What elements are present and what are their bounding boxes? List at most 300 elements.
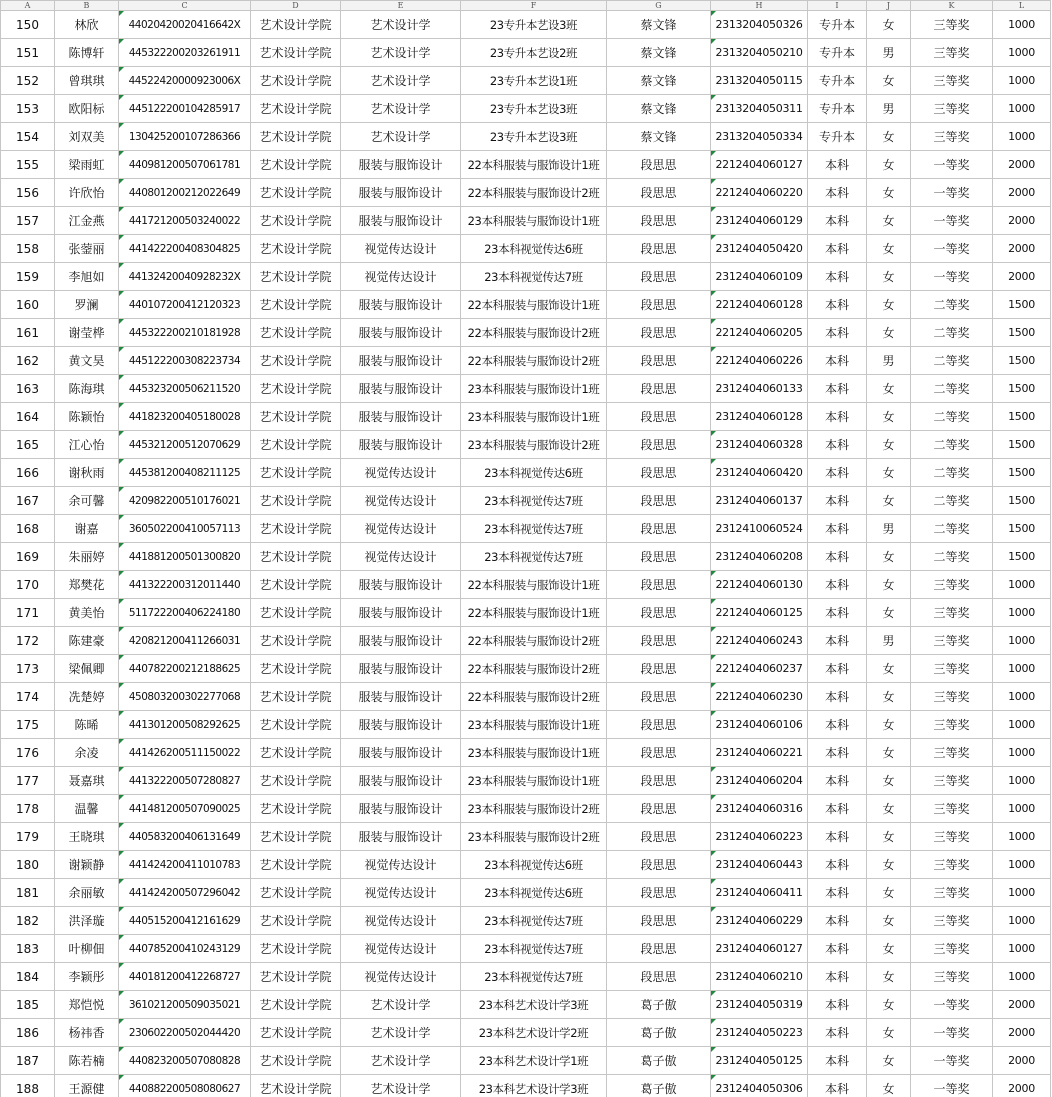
cell-advisor[interactable]: 段思思 [607, 599, 711, 627]
column-header-f[interactable]: F [461, 1, 607, 11]
column-header-l[interactable]: L [993, 1, 1051, 11]
cell-level[interactable]: 本科 [808, 431, 867, 459]
cell-level[interactable]: 本科 [808, 739, 867, 767]
cell-advisor[interactable]: 段思思 [607, 291, 711, 319]
cell-name[interactable]: 谢秋雨 [55, 459, 119, 487]
cell-award[interactable]: 一等奖 [911, 991, 993, 1019]
cell-amount[interactable]: 1000 [993, 823, 1051, 851]
cell-award[interactable]: 二等奖 [911, 291, 993, 319]
cell-advisor[interactable]: 段思思 [607, 683, 711, 711]
cell-student-id[interactable]: 2212404060128 [711, 291, 808, 319]
cell-gender[interactable]: 女 [867, 487, 911, 515]
cell-name[interactable]: 陈晞 [55, 711, 119, 739]
cell-seq[interactable]: 152 [1, 67, 55, 95]
cell-award[interactable]: 三等奖 [911, 683, 993, 711]
column-header-j[interactable]: J [867, 1, 911, 11]
cell-gender[interactable]: 女 [867, 1047, 911, 1075]
cell-student-id[interactable]: 2312404060208 [711, 543, 808, 571]
column-header-h[interactable]: H [711, 1, 808, 11]
cell-advisor[interactable]: 段思思 [607, 823, 711, 851]
cell-amount[interactable]: 1000 [993, 851, 1051, 879]
cell-gender[interactable]: 女 [867, 907, 911, 935]
cell-class[interactable]: 23本科视觉传达7班 [461, 263, 607, 291]
cell-student-id[interactable]: 2313204050334 [711, 123, 808, 151]
cell-class[interactable]: 23本科服装与服饰设计1班 [461, 403, 607, 431]
cell-seq[interactable]: 172 [1, 627, 55, 655]
cell-name[interactable]: 冼楚婷 [55, 683, 119, 711]
cell-seq[interactable]: 175 [1, 711, 55, 739]
cell-class[interactable]: 23本科艺术设计学3班 [461, 991, 607, 1019]
cell-level[interactable]: 本科 [808, 179, 867, 207]
cell-student-id[interactable]: 2212404060237 [711, 655, 808, 683]
cell-gender[interactable]: 女 [867, 11, 911, 39]
cell-college[interactable]: 艺术设计学院 [251, 459, 341, 487]
cell-award[interactable]: 三等奖 [911, 11, 993, 39]
cell-gender[interactable]: 男 [867, 347, 911, 375]
cell-seq[interactable]: 154 [1, 123, 55, 151]
cell-advisor[interactable]: 段思思 [607, 207, 711, 235]
cell-award[interactable]: 一等奖 [911, 207, 993, 235]
cell-class[interactable]: 22本科服装与服饰设计1班 [461, 151, 607, 179]
cell-seq[interactable]: 171 [1, 599, 55, 627]
cell-amount[interactable]: 2000 [993, 263, 1051, 291]
cell-class[interactable]: 23本科视觉传达7班 [461, 935, 607, 963]
cell-student-id[interactable]: 2312404050223 [711, 1019, 808, 1047]
cell-award[interactable]: 三等奖 [911, 795, 993, 823]
cell-student-id[interactable]: 2312404060223 [711, 823, 808, 851]
cell-amount[interactable]: 1000 [993, 683, 1051, 711]
cell-level[interactable]: 本科 [808, 291, 867, 319]
cell-class[interactable]: 22本科服装与服饰设计2班 [461, 319, 607, 347]
cell-student-id[interactable]: 2312410060524 [711, 515, 808, 543]
cell-class[interactable]: 23本科艺术设计学3班 [461, 1075, 607, 1097]
cell-class[interactable]: 22本科服装与服饰设计1班 [461, 291, 607, 319]
cell-level[interactable]: 本科 [808, 375, 867, 403]
cell-level[interactable]: 本科 [808, 319, 867, 347]
cell-level[interactable]: 本科 [808, 207, 867, 235]
cell-class[interactable]: 23本科视觉传达6班 [461, 459, 607, 487]
cell-name[interactable]: 李颖彤 [55, 963, 119, 991]
column-header-i[interactable]: I [808, 1, 867, 11]
cell-college[interactable]: 艺术设计学院 [251, 151, 341, 179]
cell-major[interactable]: 服装与服饰设计 [341, 767, 461, 795]
cell-class[interactable]: 22本科服装与服饰设计2班 [461, 627, 607, 655]
cell-amount[interactable]: 1000 [993, 935, 1051, 963]
cell-id-card[interactable]: 44020420020416642X [119, 11, 251, 39]
cell-award[interactable]: 二等奖 [911, 319, 993, 347]
cell-major[interactable]: 服装与服饰设计 [341, 179, 461, 207]
cell-name[interactable]: 朱丽婷 [55, 543, 119, 571]
cell-award[interactable]: 二等奖 [911, 487, 993, 515]
cell-id-card[interactable]: 441721200503240022 [119, 207, 251, 235]
cell-name[interactable]: 黄文昊 [55, 347, 119, 375]
cell-major[interactable]: 服装与服饰设计 [341, 711, 461, 739]
cell-amount[interactable]: 2000 [993, 207, 1051, 235]
cell-award[interactable]: 三等奖 [911, 123, 993, 151]
cell-college[interactable]: 艺术设计学院 [251, 767, 341, 795]
cell-class[interactable]: 23本科服装与服饰设计2班 [461, 795, 607, 823]
cell-id-card[interactable]: 44522420000923006X [119, 67, 251, 95]
cell-name[interactable]: 王源健 [55, 1075, 119, 1097]
cell-name[interactable]: 陈颖怡 [55, 403, 119, 431]
cell-student-id[interactable]: 2312404060137 [711, 487, 808, 515]
cell-name[interactable]: 王晓琪 [55, 823, 119, 851]
cell-seq[interactable]: 182 [1, 907, 55, 935]
cell-amount[interactable]: 1500 [993, 347, 1051, 375]
cell-major[interactable]: 服装与服饰设计 [341, 683, 461, 711]
cell-advisor[interactable]: 蔡文锋 [607, 95, 711, 123]
cell-class[interactable]: 23本科视觉传达7班 [461, 515, 607, 543]
cell-college[interactable]: 艺术设计学院 [251, 291, 341, 319]
cell-major[interactable]: 艺术设计学 [341, 11, 461, 39]
cell-college[interactable]: 艺术设计学院 [251, 67, 341, 95]
cell-student-id[interactable]: 2312404060443 [711, 851, 808, 879]
cell-major[interactable]: 服装与服饰设计 [341, 291, 461, 319]
cell-advisor[interactable]: 蔡文锋 [607, 11, 711, 39]
cell-id-card[interactable]: 361021200509035021 [119, 991, 251, 1019]
cell-advisor[interactable]: 段思思 [607, 767, 711, 795]
cell-level[interactable]: 本科 [808, 767, 867, 795]
cell-amount[interactable]: 1000 [993, 711, 1051, 739]
cell-major[interactable]: 艺术设计学 [341, 39, 461, 67]
cell-college[interactable]: 艺术设计学院 [251, 599, 341, 627]
cell-award[interactable]: 二等奖 [911, 543, 993, 571]
cell-advisor[interactable]: 段思思 [607, 571, 711, 599]
cell-major[interactable]: 艺术设计学 [341, 991, 461, 1019]
cell-award[interactable]: 三等奖 [911, 655, 993, 683]
cell-gender[interactable]: 女 [867, 403, 911, 431]
cell-seq[interactable]: 150 [1, 11, 55, 39]
cell-major[interactable]: 视觉传达设计 [341, 235, 461, 263]
cell-class[interactable]: 22本科服装与服饰设计2班 [461, 683, 607, 711]
cell-award[interactable]: 二等奖 [911, 515, 993, 543]
cell-seq[interactable]: 157 [1, 207, 55, 235]
cell-award[interactable]: 三等奖 [911, 739, 993, 767]
cell-major[interactable]: 服装与服饰设计 [341, 823, 461, 851]
cell-id-card[interactable]: 440882200508080627 [119, 1075, 251, 1097]
cell-advisor[interactable]: 段思思 [607, 375, 711, 403]
cell-class[interactable]: 23本科视觉传达7班 [461, 543, 607, 571]
cell-id-card[interactable]: 440583200406131649 [119, 823, 251, 851]
cell-gender[interactable]: 女 [867, 263, 911, 291]
cell-amount[interactable]: 1500 [993, 375, 1051, 403]
cell-level[interactable]: 专升本 [808, 123, 867, 151]
cell-amount[interactable]: 1000 [993, 907, 1051, 935]
cell-college[interactable]: 艺术设计学院 [251, 795, 341, 823]
cell-award[interactable]: 一等奖 [911, 179, 993, 207]
cell-student-id[interactable]: 2312404060328 [711, 431, 808, 459]
cell-award[interactable]: 三等奖 [911, 571, 993, 599]
cell-name[interactable]: 聂嘉琪 [55, 767, 119, 795]
cell-award[interactable]: 二等奖 [911, 403, 993, 431]
cell-college[interactable]: 艺术设计学院 [251, 571, 341, 599]
cell-amount[interactable]: 2000 [993, 1075, 1051, 1097]
cell-advisor[interactable]: 蔡文锋 [607, 39, 711, 67]
cell-level[interactable]: 专升本 [808, 39, 867, 67]
cell-advisor[interactable]: 段思思 [607, 319, 711, 347]
cell-major[interactable]: 服装与服饰设计 [341, 627, 461, 655]
cell-amount[interactable]: 1500 [993, 515, 1051, 543]
cell-college[interactable]: 艺术设计学院 [251, 375, 341, 403]
cell-name[interactable]: 陈建豪 [55, 627, 119, 655]
cell-class[interactable]: 23本科视觉传达6班 [461, 879, 607, 907]
cell-seq[interactable]: 170 [1, 571, 55, 599]
cell-name[interactable]: 陈若楠 [55, 1047, 119, 1075]
cell-class[interactable]: 23本科服装与服饰设计1班 [461, 375, 607, 403]
cell-major[interactable]: 视觉传达设计 [341, 851, 461, 879]
cell-name[interactable]: 郑樊花 [55, 571, 119, 599]
cell-gender[interactable]: 女 [867, 683, 911, 711]
cell-major[interactable]: 服装与服饰设计 [341, 795, 461, 823]
cell-class[interactable]: 22本科服装与服饰设计1班 [461, 571, 607, 599]
cell-amount[interactable]: 1000 [993, 963, 1051, 991]
cell-level[interactable]: 本科 [808, 879, 867, 907]
cell-seq[interactable]: 183 [1, 935, 55, 963]
cell-seq[interactable]: 164 [1, 403, 55, 431]
cell-advisor[interactable]: 段思思 [607, 235, 711, 263]
column-header-b[interactable]: B [55, 1, 119, 11]
cell-student-id[interactable]: 2313204050115 [711, 67, 808, 95]
cell-id-card[interactable]: 44132420040928232X [119, 263, 251, 291]
cell-advisor[interactable]: 葛子傲 [607, 991, 711, 1019]
cell-name[interactable]: 林欣 [55, 11, 119, 39]
cell-id-card[interactable]: 440515200412161629 [119, 907, 251, 935]
cell-student-id[interactable]: 2312404050420 [711, 235, 808, 263]
cell-id-card[interactable]: 440107200412120323 [119, 291, 251, 319]
cell-class[interactable]: 23本科服装与服饰设计1班 [461, 767, 607, 795]
cell-seq[interactable]: 165 [1, 431, 55, 459]
cell-id-card[interactable]: 420821200411266031 [119, 627, 251, 655]
cell-major[interactable]: 服装与服饰设计 [341, 571, 461, 599]
cell-level[interactable]: 本科 [808, 515, 867, 543]
column-header-e[interactable]: E [341, 1, 461, 11]
cell-id-card[interactable]: 441424200411010783 [119, 851, 251, 879]
cell-amount[interactable]: 1000 [993, 95, 1051, 123]
cell-college[interactable]: 艺术设计学院 [251, 627, 341, 655]
cell-gender[interactable]: 女 [867, 123, 911, 151]
cell-id-card[interactable]: 441481200507090025 [119, 795, 251, 823]
cell-gender[interactable]: 女 [867, 235, 911, 263]
cell-class[interactable]: 23专升本艺设2班 [461, 39, 607, 67]
cell-gender[interactable]: 女 [867, 1075, 911, 1097]
cell-gender[interactable]: 女 [867, 851, 911, 879]
cell-advisor[interactable]: 段思思 [607, 403, 711, 431]
cell-id-card[interactable]: 441422200408304825 [119, 235, 251, 263]
cell-id-card[interactable]: 440782200212188625 [119, 655, 251, 683]
cell-amount[interactable]: 1500 [993, 431, 1051, 459]
cell-name[interactable]: 洪泽璇 [55, 907, 119, 935]
cell-level[interactable]: 本科 [808, 347, 867, 375]
cell-student-id[interactable]: 2313204050326 [711, 11, 808, 39]
cell-gender[interactable]: 女 [867, 151, 911, 179]
cell-gender[interactable]: 女 [867, 431, 911, 459]
cell-gender[interactable]: 女 [867, 375, 911, 403]
cell-seq[interactable]: 162 [1, 347, 55, 375]
cell-id-card[interactable]: 440181200412268727 [119, 963, 251, 991]
cell-amount[interactable]: 2000 [993, 235, 1051, 263]
cell-name[interactable]: 梁佩卿 [55, 655, 119, 683]
cell-seq[interactable]: 155 [1, 151, 55, 179]
cell-class[interactable]: 23专升本艺设3班 [461, 11, 607, 39]
cell-level[interactable]: 本科 [808, 263, 867, 291]
cell-gender[interactable]: 女 [867, 655, 911, 683]
cell-amount[interactable]: 1000 [993, 739, 1051, 767]
cell-college[interactable]: 艺术设计学院 [251, 1019, 341, 1047]
cell-id-card[interactable]: 445321200512070629 [119, 431, 251, 459]
cell-gender[interactable]: 女 [867, 739, 911, 767]
cell-level[interactable]: 本科 [808, 683, 867, 711]
cell-student-id[interactable]: 2312404050319 [711, 991, 808, 1019]
cell-level[interactable]: 本科 [808, 235, 867, 263]
cell-class[interactable]: 23本科服装与服饰设计1班 [461, 739, 607, 767]
cell-student-id[interactable]: 2312404060229 [711, 907, 808, 935]
cell-award[interactable]: 三等奖 [911, 879, 993, 907]
cell-level[interactable]: 本科 [808, 963, 867, 991]
cell-student-id[interactable]: 2312404060129 [711, 207, 808, 235]
cell-college[interactable]: 艺术设计学院 [251, 543, 341, 571]
cell-student-id[interactable]: 2212404060243 [711, 627, 808, 655]
cell-college[interactable]: 艺术设计学院 [251, 319, 341, 347]
cell-seq[interactable]: 174 [1, 683, 55, 711]
cell-advisor[interactable]: 段思思 [607, 515, 711, 543]
cell-seq[interactable]: 153 [1, 95, 55, 123]
cell-level[interactable]: 本科 [808, 991, 867, 1019]
cell-major[interactable]: 艺术设计学 [341, 95, 461, 123]
cell-gender[interactable]: 女 [867, 991, 911, 1019]
cell-amount[interactable]: 1500 [993, 543, 1051, 571]
cell-advisor[interactable]: 葛子傲 [607, 1019, 711, 1047]
cell-college[interactable]: 艺术设计学院 [251, 851, 341, 879]
cell-amount[interactable]: 1000 [993, 627, 1051, 655]
cell-level[interactable]: 本科 [808, 935, 867, 963]
cell-student-id[interactable]: 2312404060128 [711, 403, 808, 431]
cell-student-id[interactable]: 2312404050125 [711, 1047, 808, 1075]
cell-id-card[interactable]: 445381200408211125 [119, 459, 251, 487]
cell-advisor[interactable]: 段思思 [607, 543, 711, 571]
cell-major[interactable]: 艺术设计学 [341, 123, 461, 151]
cell-award[interactable]: 三等奖 [911, 823, 993, 851]
cell-major[interactable]: 艺术设计学 [341, 1047, 461, 1075]
cell-id-card[interactable]: 445122200308223734 [119, 347, 251, 375]
cell-name[interactable]: 江心怡 [55, 431, 119, 459]
cell-name[interactable]: 欧阳标 [55, 95, 119, 123]
cell-amount[interactable]: 1500 [993, 403, 1051, 431]
cell-level[interactable]: 本科 [808, 851, 867, 879]
cell-amount[interactable]: 1000 [993, 879, 1051, 907]
column-header-c[interactable]: C [119, 1, 251, 11]
cell-name[interactable]: 谢嘉 [55, 515, 119, 543]
cell-class[interactable]: 23本科视觉传达7班 [461, 487, 607, 515]
cell-advisor[interactable]: 段思思 [607, 907, 711, 935]
cell-name[interactable]: 黄美怡 [55, 599, 119, 627]
cell-student-id[interactable]: 2312404060133 [711, 375, 808, 403]
cell-seq[interactable]: 168 [1, 515, 55, 543]
cell-advisor[interactable]: 蔡文锋 [607, 123, 711, 151]
cell-name[interactable]: 叶柳佃 [55, 935, 119, 963]
cell-award[interactable]: 三等奖 [911, 935, 993, 963]
cell-class[interactable]: 22本科服装与服饰设计2班 [461, 347, 607, 375]
cell-student-id[interactable]: 2312404060109 [711, 263, 808, 291]
cell-seq[interactable]: 160 [1, 291, 55, 319]
cell-major[interactable]: 视觉传达设计 [341, 515, 461, 543]
cell-id-card[interactable]: 445323200506211520 [119, 375, 251, 403]
cell-college[interactable]: 艺术设计学院 [251, 907, 341, 935]
cell-major[interactable]: 视觉传达设计 [341, 459, 461, 487]
cell-gender[interactable]: 男 [867, 515, 911, 543]
cell-class[interactable]: 23本科服装与服饰设计2班 [461, 431, 607, 459]
cell-student-id[interactable]: 2312404060204 [711, 767, 808, 795]
cell-student-id[interactable]: 2312404060221 [711, 739, 808, 767]
cell-advisor[interactable]: 段思思 [607, 487, 711, 515]
cell-gender[interactable]: 女 [867, 459, 911, 487]
cell-name[interactable]: 温馨 [55, 795, 119, 823]
cell-award[interactable]: 一等奖 [911, 235, 993, 263]
cell-amount[interactable]: 2000 [993, 1047, 1051, 1075]
cell-advisor[interactable]: 段思思 [607, 711, 711, 739]
cell-award[interactable]: 三等奖 [911, 767, 993, 795]
cell-college[interactable]: 艺术设计学院 [251, 123, 341, 151]
cell-award[interactable]: 三等奖 [911, 627, 993, 655]
cell-name[interactable]: 陈博轩 [55, 39, 119, 67]
cell-seq[interactable]: 163 [1, 375, 55, 403]
cell-student-id[interactable]: 2212404060226 [711, 347, 808, 375]
cell-name[interactable]: 余可馨 [55, 487, 119, 515]
cell-student-id[interactable]: 2312404060210 [711, 963, 808, 991]
cell-amount[interactable]: 1000 [993, 795, 1051, 823]
cell-name[interactable]: 刘双美 [55, 123, 119, 151]
cell-seq[interactable]: 156 [1, 179, 55, 207]
cell-major[interactable]: 视觉传达设计 [341, 963, 461, 991]
cell-major[interactable]: 服装与服饰设计 [341, 319, 461, 347]
cell-gender[interactable]: 男 [867, 39, 911, 67]
cell-gender[interactable]: 女 [867, 291, 911, 319]
cell-id-card[interactable]: 511722200406224180 [119, 599, 251, 627]
cell-amount[interactable]: 1500 [993, 487, 1051, 515]
cell-amount[interactable]: 1000 [993, 767, 1051, 795]
cell-level[interactable]: 本科 [808, 823, 867, 851]
cell-major[interactable]: 艺术设计学 [341, 67, 461, 95]
cell-class[interactable]: 22本科服装与服饰设计1班 [461, 599, 607, 627]
cell-major[interactable]: 服装与服饰设计 [341, 207, 461, 235]
cell-advisor[interactable]: 葛子傲 [607, 1075, 711, 1097]
cell-award[interactable]: 三等奖 [911, 963, 993, 991]
cell-award[interactable]: 三等奖 [911, 907, 993, 935]
cell-student-id[interactable]: 2212404060220 [711, 179, 808, 207]
cell-class[interactable]: 23本科视觉传达7班 [461, 963, 607, 991]
cell-college[interactable]: 艺术设计学院 [251, 823, 341, 851]
cell-name[interactable]: 谢莹桦 [55, 319, 119, 347]
cell-amount[interactable]: 1000 [993, 39, 1051, 67]
cell-id-card[interactable]: 441424200507296042 [119, 879, 251, 907]
cell-college[interactable]: 艺术设计学院 [251, 95, 341, 123]
cell-major[interactable]: 视觉传达设计 [341, 263, 461, 291]
cell-advisor[interactable]: 段思思 [607, 879, 711, 907]
cell-gender[interactable]: 女 [867, 963, 911, 991]
cell-major[interactable]: 视觉传达设计 [341, 879, 461, 907]
cell-advisor[interactable]: 段思思 [607, 851, 711, 879]
cell-level[interactable]: 专升本 [808, 67, 867, 95]
cell-level[interactable]: 专升本 [808, 95, 867, 123]
cell-seq[interactable]: 188 [1, 1075, 55, 1097]
cell-seq[interactable]: 173 [1, 655, 55, 683]
cell-student-id[interactable]: 2212404060127 [711, 151, 808, 179]
cell-major[interactable]: 服装与服饰设计 [341, 347, 461, 375]
cell-id-card[interactable]: 441322200312011440 [119, 571, 251, 599]
cell-major[interactable]: 视觉传达设计 [341, 543, 461, 571]
cell-major[interactable]: 艺术设计学 [341, 1075, 461, 1097]
cell-award[interactable]: 三等奖 [911, 39, 993, 67]
cell-level[interactable]: 本科 [808, 907, 867, 935]
